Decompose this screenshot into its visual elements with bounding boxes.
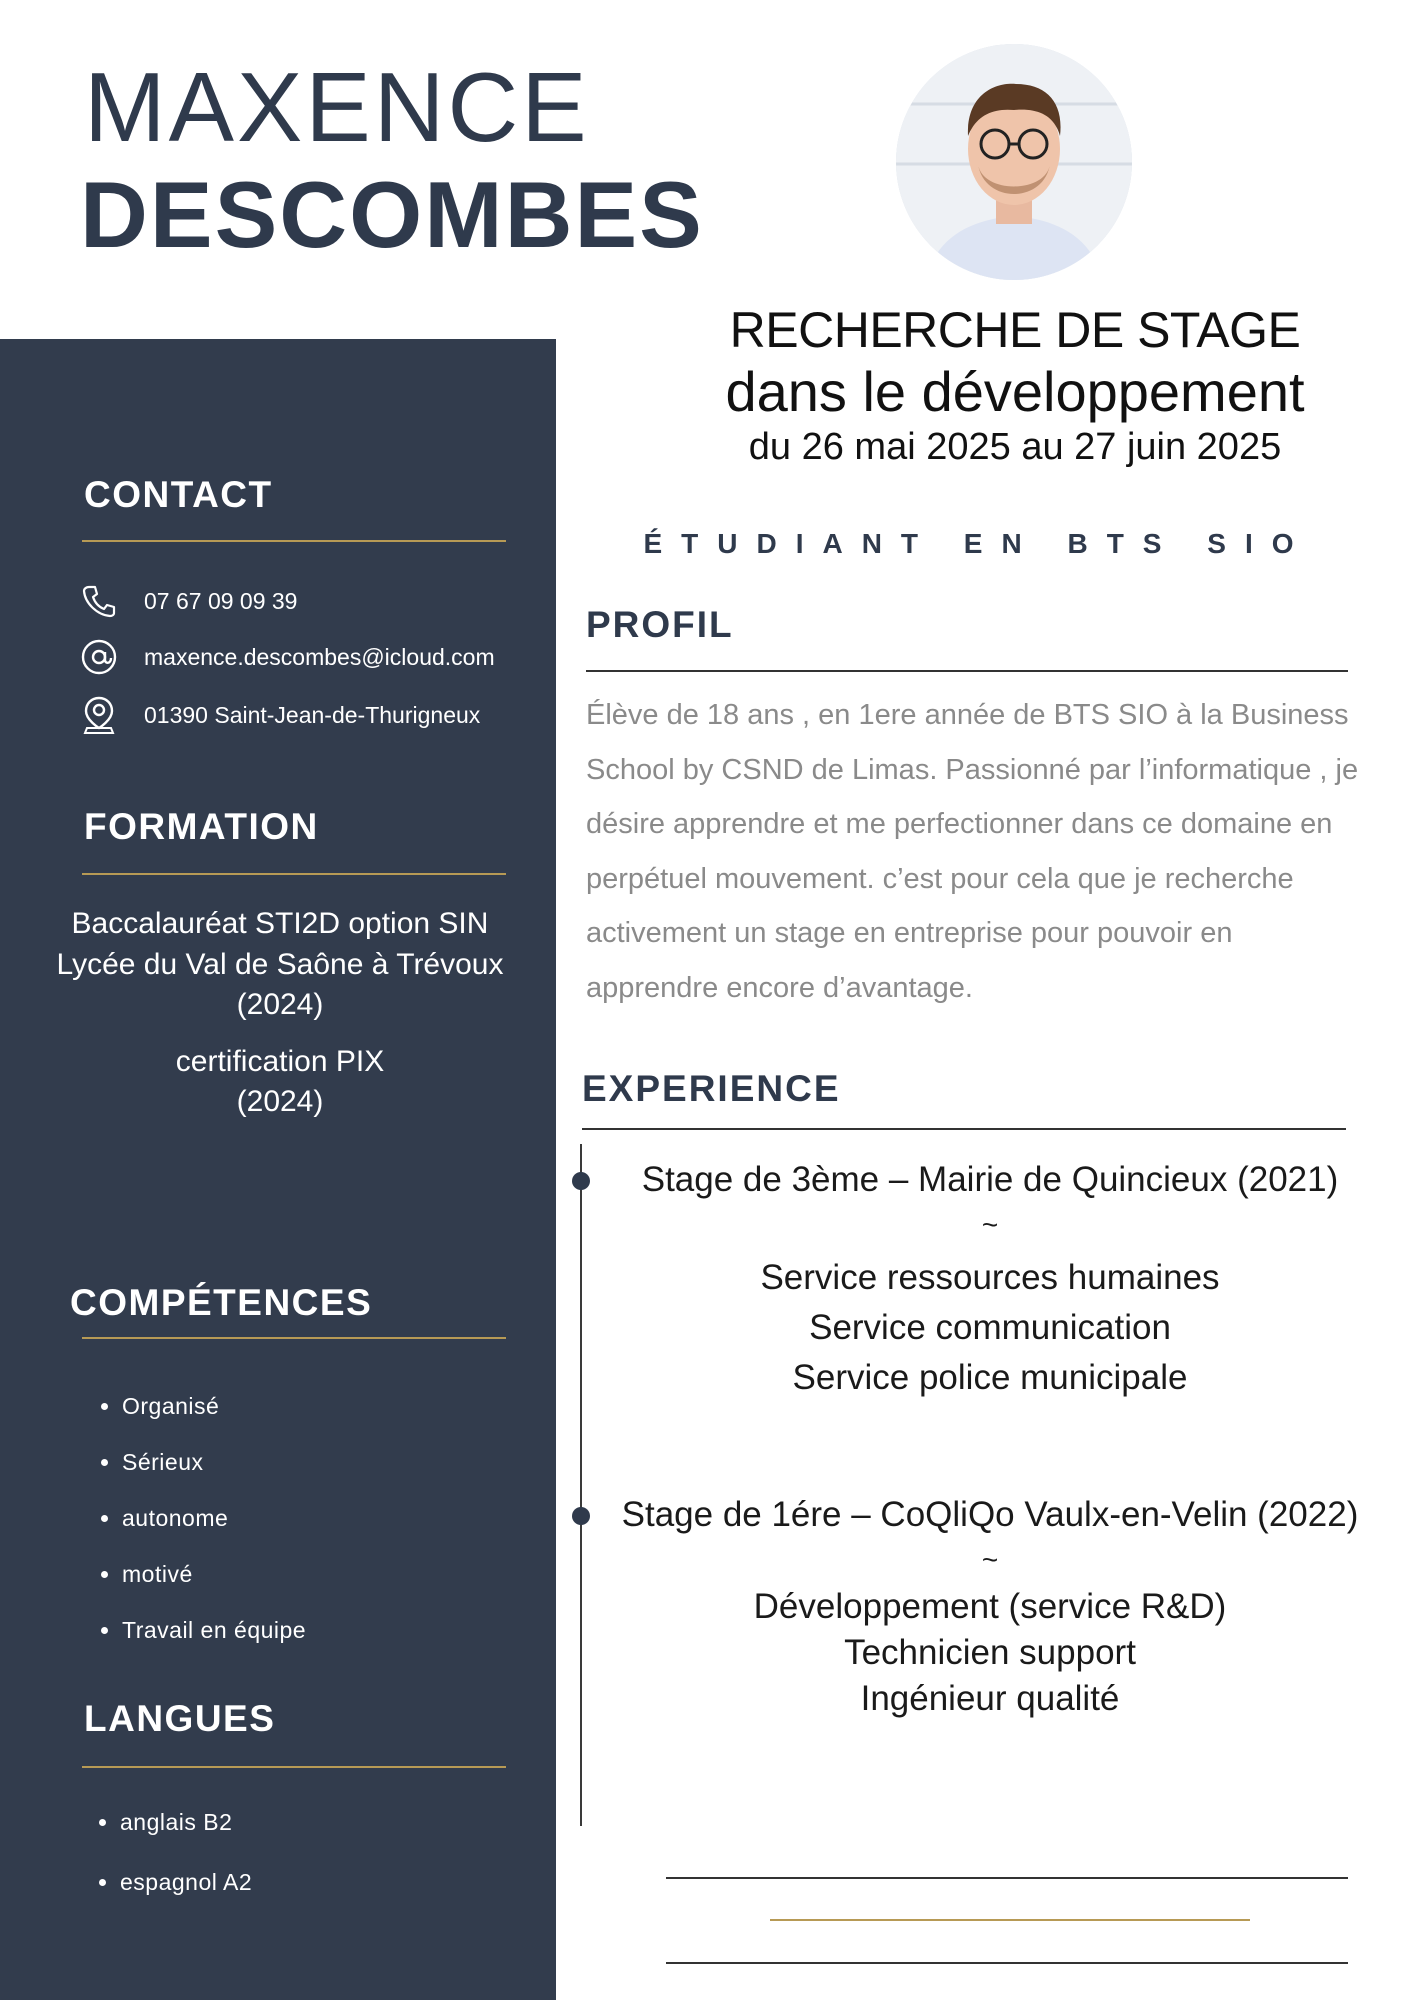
- langues-list: [68, 1792, 252, 1912]
- list-item: • Sérieux: [122, 1434, 306, 1490]
- experience-entry-2: [600, 1497, 1380, 1722]
- experience-separator: ~: [981, 1209, 999, 1240]
- contact-address: [78, 694, 480, 736]
- profil-text: Élève de 18 ans , en 1ere année de BTS SIO à la Business School by CSND de Limas. Passionné par l’informatique , je désire apprendre et me perfectionner dans ce domaine en perpétuel mouvement. c’est pour cela que je recherche activement un stage en entreprise pour pouvoir en apprendre encore d’avantage.: [586, 699, 1359, 1004]
- langues-title: LANGUES: [84, 1698, 276, 1739]
- headline-field: dans le développement: [725, 360, 1305, 423]
- contact-title: CONTACT: [84, 474, 273, 515]
- phone-icon: [78, 580, 120, 622]
- competences-rule: [82, 1337, 506, 1339]
- last-name: DESCOMBES: [80, 162, 704, 267]
- list-item: • espagnol A2: [120, 1852, 252, 1912]
- formation-block: [30, 904, 530, 1123]
- first-name: MAXENCE: [84, 52, 590, 162]
- experience-item: Ingénieur qualité: [860, 1679, 1120, 1718]
- experience-separator: ~: [981, 1544, 999, 1575]
- experience-item: Technicien support: [844, 1633, 1136, 1672]
- experience-heading: Stage de 1ére – CoQliQo Vaulx-en-Velin (2022): [621, 1495, 1359, 1534]
- profil-title: PROFIL: [586, 604, 734, 645]
- portrait-illustration: [896, 44, 1132, 280]
- experience-item: Service ressources humaines: [760, 1258, 1220, 1297]
- experience-heading: Stage de 3ème – Mairie de Quincieux (2021): [641, 1160, 1339, 1199]
- list-item: • anglais B2: [120, 1792, 252, 1852]
- location-pin-icon: [78, 694, 120, 736]
- formation-title: FORMATION: [84, 806, 319, 847]
- formation-degree: Baccalauréat STI2D option SIN: [71, 907, 489, 940]
- headline-dates: du 26 mai 2025 au 27 juin 2025: [748, 426, 1282, 468]
- list-item: • Travail en équipe: [122, 1602, 306, 1658]
- address-text: 01390 Saint-Jean-de-Thurigneux: [144, 701, 481, 728]
- experience-item: Développement (service R&D): [753, 1587, 1227, 1626]
- email-text: maxence.descombes@icloud.com: [144, 643, 495, 670]
- langues-rule: [82, 1766, 506, 1768]
- timeline-dot: [572, 1172, 590, 1190]
- decorative-line: [666, 1877, 1348, 1879]
- list-item: • Organisé: [122, 1378, 306, 1434]
- formation-certification: certification PIX: [175, 1044, 385, 1078]
- experience-rule: [582, 1128, 1346, 1130]
- list-item: • motivé: [122, 1546, 306, 1602]
- at-icon: [78, 636, 120, 678]
- headline-research: RECHERCHE DE STAGE: [729, 302, 1301, 358]
- competences-title: COMPÉTENCES: [70, 1282, 373, 1323]
- decorative-line-gold: [770, 1919, 1250, 1921]
- profil-rule: [586, 670, 1348, 672]
- decorative-line: [666, 1962, 1348, 1964]
- formation-school: Lycée du Val de Saône à Trévoux: [56, 947, 504, 981]
- experience-title: EXPERIENCE: [582, 1068, 841, 1109]
- formation-cert-year: (2024): [236, 1085, 324, 1118]
- contact-email[interactable]: [78, 636, 495, 678]
- timeline-line: [580, 1144, 582, 1826]
- experience-item: Service police municipale: [792, 1358, 1188, 1397]
- phone-text: 07 67 09 09 39: [144, 587, 298, 614]
- profile-photo: [896, 44, 1132, 280]
- formation-rule: [82, 873, 506, 875]
- experience-entry-1: [600, 1162, 1380, 1403]
- list-item: • autonome: [122, 1490, 306, 1546]
- experience-item: Service communication: [809, 1308, 1171, 1347]
- student-status: ÉTUDIANT EN BTS SIO: [643, 528, 1313, 559]
- contact-phone[interactable]: [78, 580, 297, 622]
- contact-rule: [82, 540, 506, 542]
- competences-list: [70, 1378, 306, 1658]
- formation-year: (2024): [236, 988, 324, 1021]
- timeline-dot: [572, 1507, 590, 1525]
